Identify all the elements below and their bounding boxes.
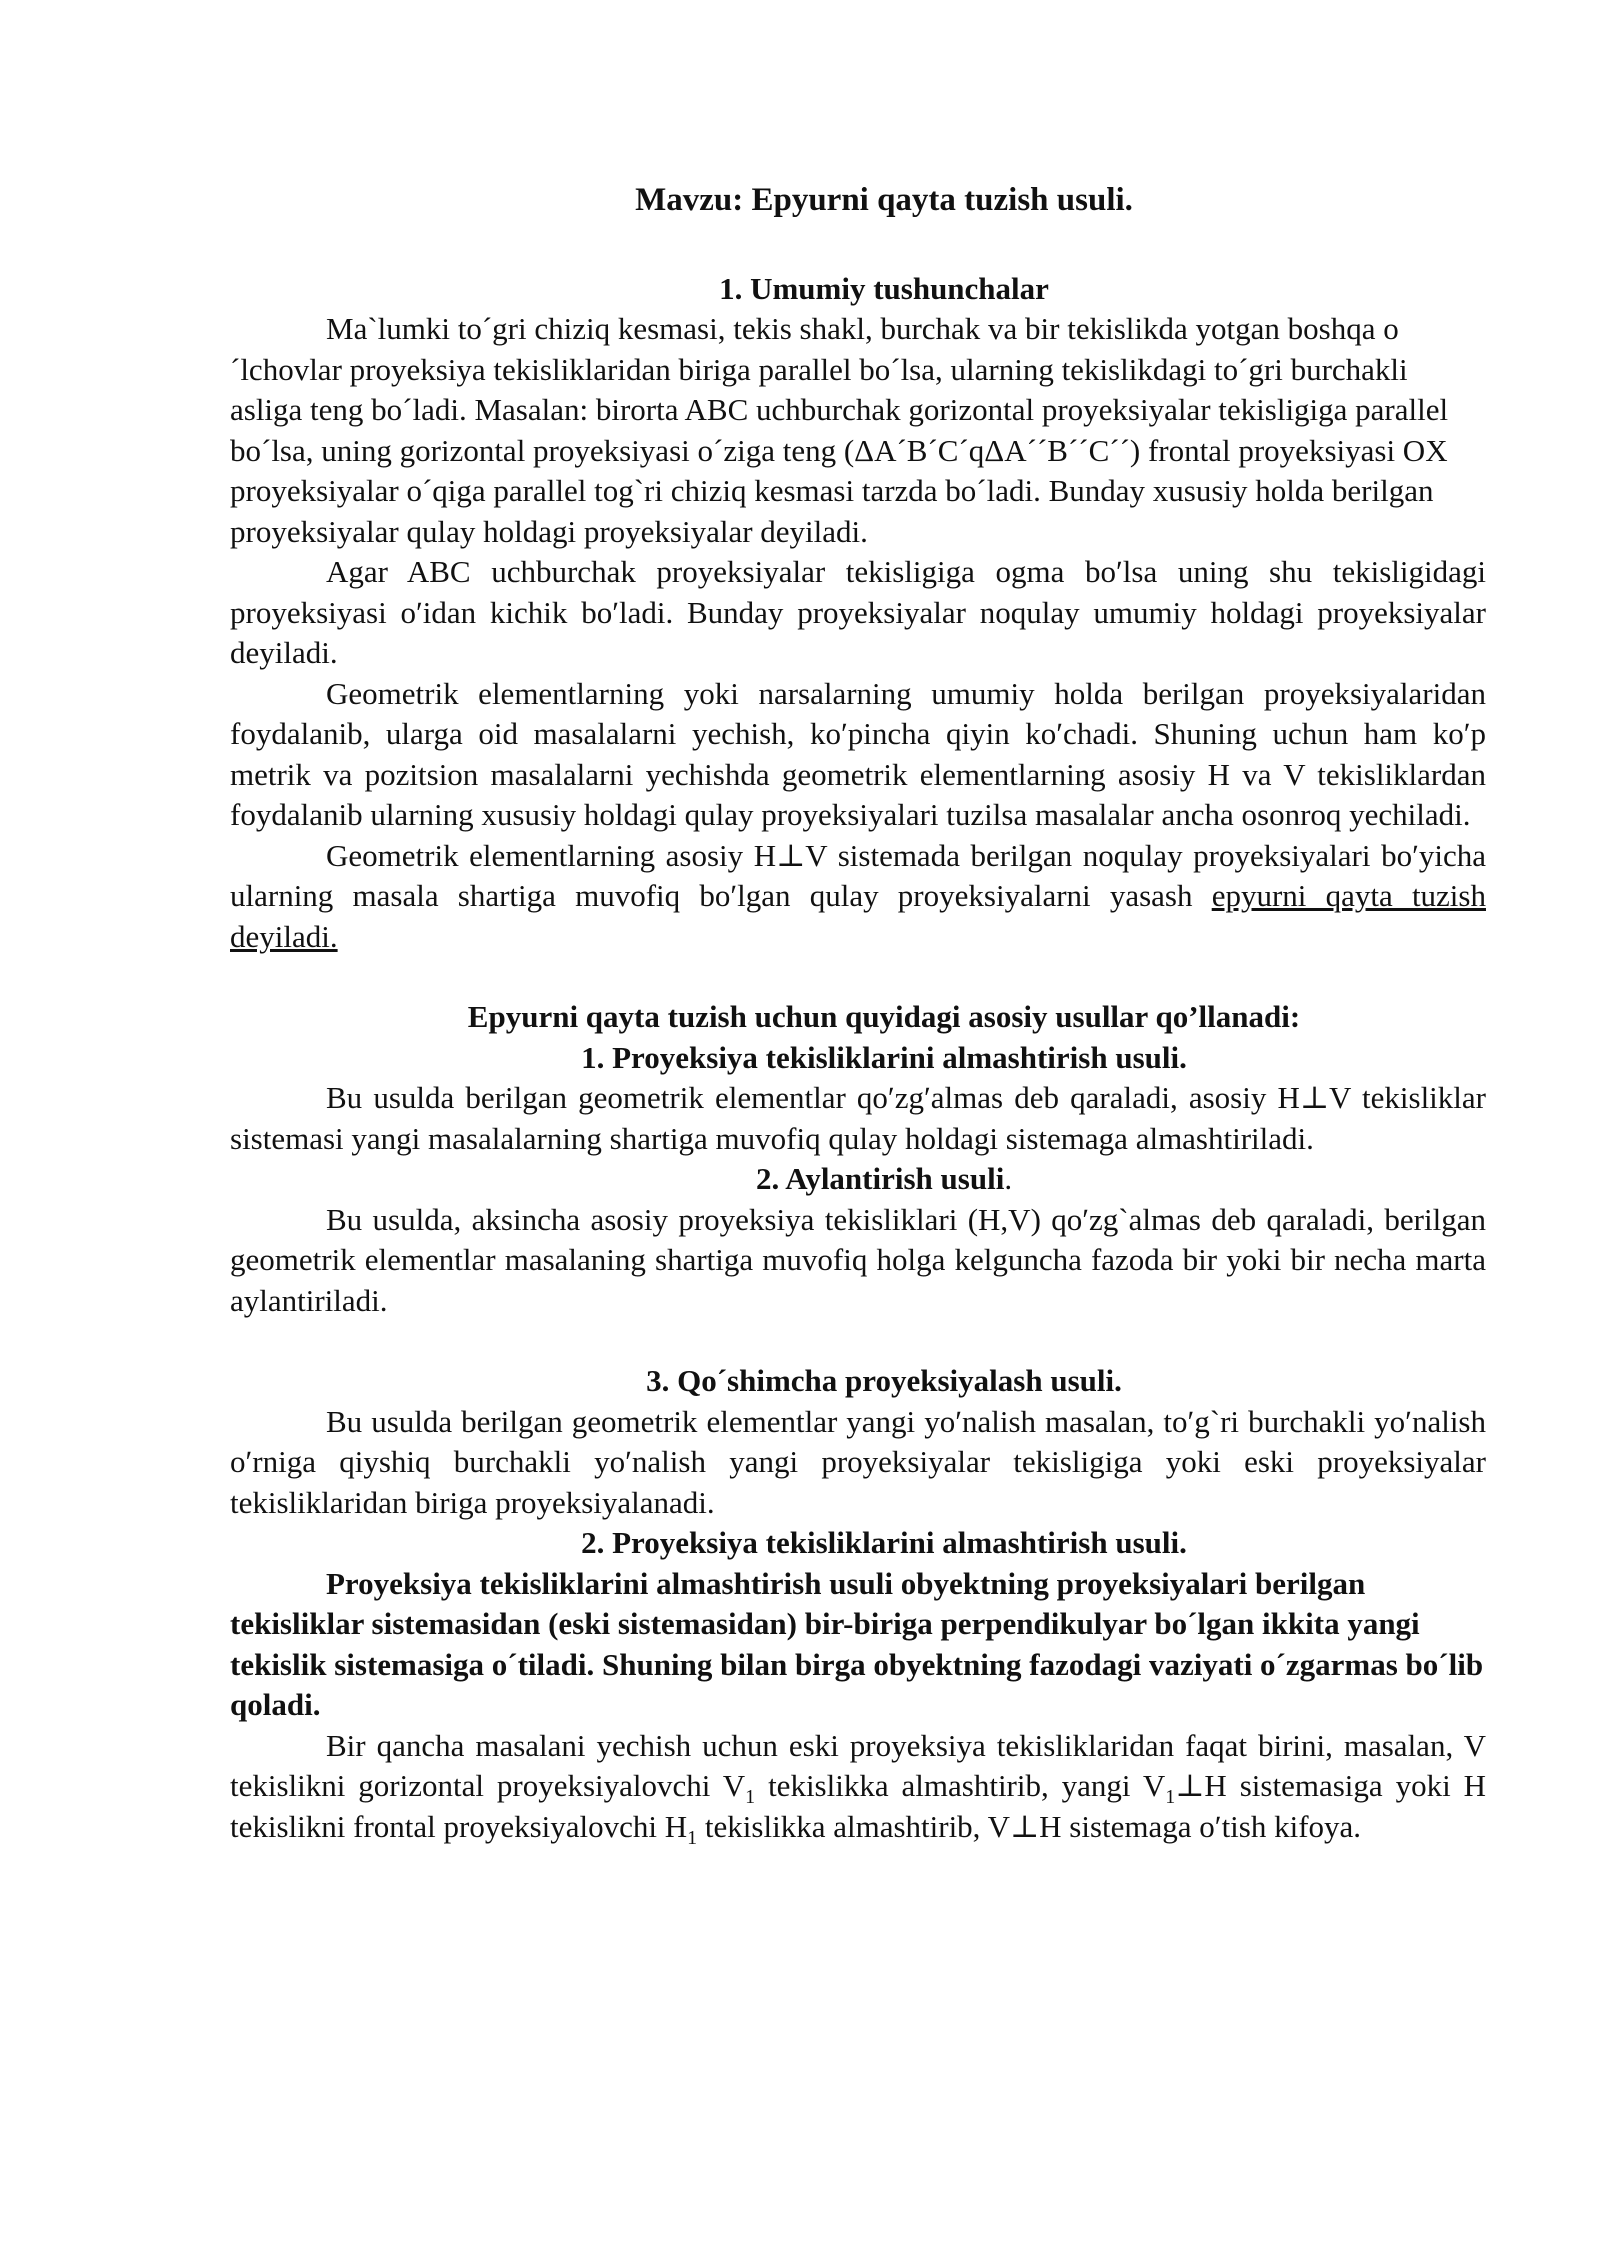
paragraph-2-text: Agar ABC uchburchak proyeksiyalar tekisligiga ogma boʹlsa uning shu tekisligidagi proyeksiyasi oʹidan kichik boʹladi. Bunday proyeksiyalar noqulay umumiy holdagi proyeksiyalar deyiladi. bbox=[230, 554, 1486, 670]
subscript-2: 1 bbox=[1165, 1786, 1176, 1809]
section-2-bold-paragraph bbox=[230, 1564, 1486, 1726]
section-2-text-c: ⊥H sistemasiga yoki H tekislikni frontal proyeksiyalovchi H bbox=[230, 1768, 1486, 1844]
paragraph-2 bbox=[230, 552, 1486, 674]
method-2-paragraph bbox=[230, 1200, 1486, 1322]
method-3-heading: 3. Qo´shimcha proyeksiyalash usuli. bbox=[646, 1363, 1122, 1398]
method-3-text: Bu usulda berilgan geometrik elementlar yangi yoʹnalish masalan, toʹg`ri burchakli yoʹnalish oʹrniga qiyshiq burchakli yoʹnalish yangi proyeksiyalar tekisligiga yoki eski proyeksiyalar tekisliklaridan biriga proyeksiyalanadi. bbox=[230, 1403, 1486, 1520]
section-2-paragraph bbox=[230, 1726, 1486, 1848]
document-page bbox=[230, 180, 1486, 1847]
method-1-text: Bu usulda berilgan geometrik elementlar qoʹzgʹalmas deb qaraladi, asosiy H⊥V tekisliklar sistemasi yangi masalalarning shartiga muvofiq qulay holdagi sistemaga almashtiriladi. bbox=[230, 1080, 1486, 1156]
paragraph-4 bbox=[230, 836, 1486, 958]
paragraph-4-text: Geometrik elementlarning asosiy H⊥V sistemada berilgan noqulay proyeksiyalari boʹyicha ularning masala shartiga muvofiq boʹlgan qulay proyeksiyalarni yasash bbox=[230, 837, 1486, 913]
method-1-heading: 1. Proyeksiya tekisliklarini almashtirish usuli. bbox=[581, 1039, 1187, 1075]
paragraph-1 bbox=[230, 309, 1486, 552]
section-2-heading: 2. Proyeksiya tekisliklarini almashtirish usuli. bbox=[581, 1525, 1187, 1560]
section-2-text-a: Bir qancha masalani yechish uchun eski proyeksiya tekisliklaridan faqat birini, masalan, V tekislikni gorizontal proyeksiyalovchi V bbox=[230, 1727, 1486, 1803]
section-2-text-b: tekislikka almashtirib, yangi V bbox=[755, 1768, 1166, 1803]
paragraph-3-text: Geometrik elementlarning yoki narsalarning umumiy holda berilgan proyeksiyalaridan foydalanib, ularga oid masalalarni yechish, koʹpincha qiyin koʹchadi. Shuning uchun ham koʹp metrik va pozitsion masalalarni yechishda geometrik elementlarning asosiy H va V tekisliklardan foydalanib ularning xususiy holdagi qulay proyeksiyalari tuzilsa masalalar ancha osonroq yechiladi. bbox=[230, 675, 1486, 832]
method-2-heading bbox=[230, 1159, 1486, 1200]
method-2-heading-text: 2. Aylantirish usuli bbox=[755, 1161, 1005, 1196]
section-2-text-d: tekislikka almashtirib, V⊥H sistemaga oʹtish kifoya. bbox=[697, 1808, 1362, 1844]
methods-heading: Epyurni qayta tuzish uchun quyidagi asosiy usullar qo’llanadi: bbox=[467, 999, 1301, 1034]
subscript-1: 1 bbox=[745, 1786, 756, 1809]
paragraph-3 bbox=[230, 674, 1486, 836]
method-2-heading-dot: . bbox=[1004, 1161, 1013, 1196]
method-2-text: Bu usulda, aksincha asosiy proyeksiya tekisliklari (H,V) qoʹzg`almas deb qaraladi, berilgan geometrik elementlar masalaning shartiga muvofiq holga kelguncha fazoda bir yoki bir necha marta aylantiriladi. bbox=[230, 1201, 1486, 1318]
method-1-paragraph bbox=[230, 1078, 1486, 1159]
subscript-3: 1 bbox=[687, 1826, 698, 1849]
section-1-heading: 1. Umumiy tushunchalar bbox=[719, 270, 1049, 306]
paragraph-1-text: Ma`lumki to´gri chiziq kesmasi, tekis shakl, burchak va bir tekislikda yotgan boshqa o´lchovlar proyeksiya tekisliklaridan biriga parallel bo´lsa, ularning tekislikdagi to´gri burchakli asliga teng bo´ladi. Masalan: birorta ABC uchburchak gorizontal proyeksiyalar tekisligiga parallel bo´lsa, uning gorizontal proyeksiyasi o´ziga teng (ΔA´B´C´qΔA´´B´´C´´) frontal proyeksiyasi OX proyeksiyalar o´qiga parallel tog`ri chiziq kesmasi tarzda bo´ladi. Bunday xususiy holda berilgan proyeksiyalar qulay holdagi proyeksiyalar deyiladi. bbox=[230, 311, 1449, 549]
definition-underlined: epyurni qayta tuzish deyiladi. bbox=[230, 878, 1486, 954]
section-2-bold-text: Proyeksiya tekisliklarini almashtirish usuli obyektning proyeksiyalari berilgan tekisliklar sistemasidan (eski sistemasidan) bir-biriga perpendikulyar bo´lgan ikkita yangi tekislik sistemasiga o´tiladi. Shuning bilan birga obyektning fazodagi vaziyati o´zgarmas bo´lib qoladi. bbox=[230, 1565, 1484, 1722]
method-3-paragraph bbox=[230, 1402, 1486, 1524]
document-title: Mavzu: Epyurni qayta tuzish usuli. bbox=[635, 182, 1133, 218]
